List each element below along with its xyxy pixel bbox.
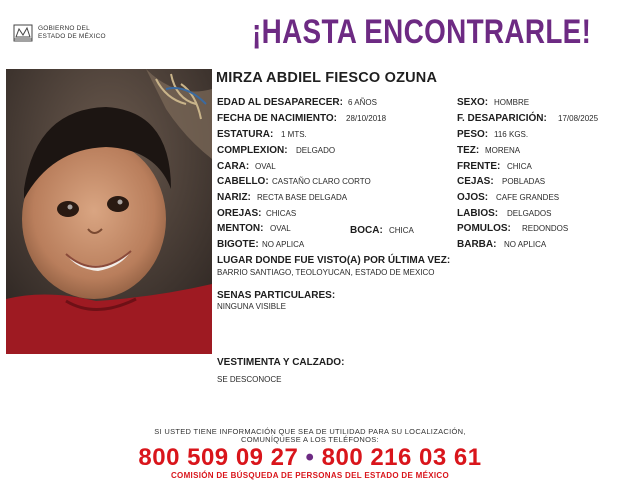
- clothing-label: VESTIMENTA Y CALZADO:: [217, 357, 345, 368]
- phone-number-2[interactable]: 800 216 03 61: [321, 444, 482, 471]
- clothing-value: SE DESCONOCE: [217, 375, 282, 384]
- phone-separator: •: [305, 444, 315, 471]
- field-label-ojos: OJOS:: [457, 192, 489, 203]
- field-value-ojos: CAFE GRANDES: [496, 193, 560, 202]
- field-value-cara: OVAL: [255, 162, 276, 171]
- marks-value: NINGUNA VISIBLE: [217, 302, 286, 311]
- person-name: MIRZA ABDIEL FIESCO OZUNA: [216, 70, 438, 86]
- field-label-pomulos: POMULOS:: [457, 223, 511, 234]
- field-value-tez: MORENA: [485, 146, 521, 155]
- field-value-sexo: HOMBRE: [494, 98, 530, 107]
- field-label-frente: FRENTE:: [457, 161, 501, 172]
- field-value-menton: OVAL: [270, 224, 291, 233]
- field-label-sexo: SEXO:: [457, 97, 489, 108]
- phone-numbers: [0, 444, 620, 472]
- field-label-complexion: COMPLEXION:: [217, 145, 288, 156]
- field-value-nariz: RECTA BASE DELGADA: [257, 193, 348, 202]
- commission-name: COMISIÓN DE BÚSQUEDA DE PERSONAS DEL ESTADO DE MÉXICO: [170, 471, 449, 480]
- missing-person-photo: [6, 69, 212, 354]
- field-label-bigote: BIGOTE:: [217, 239, 259, 250]
- field-label-f-desaparicion: F. DESAPARICIÓN:: [457, 113, 547, 124]
- field-label-tez: TEZ:: [457, 145, 480, 156]
- field-value-f-desaparicion: 17/08/2025: [558, 114, 599, 123]
- field-label-labios: LABIOS:: [457, 208, 499, 219]
- marks-label: SENAS PARTICULARES:: [217, 290, 336, 301]
- field-value-boca: CHICA: [389, 226, 414, 235]
- field-value-pomulos: REDONDOS: [522, 224, 569, 233]
- phone-number-1[interactable]: 800 509 09 27: [138, 444, 299, 471]
- government-logo: [12, 22, 122, 46]
- field-label-orejas: OREJAS:: [217, 208, 262, 219]
- field-label-fecha-nacimiento: FECHA DE NACIMIENTO:: [217, 113, 337, 124]
- field-value-edad: 6 AÑOS: [348, 98, 377, 107]
- state-seal-icon: [12, 22, 34, 44]
- field-label-cabello: CABELLO:: [217, 176, 269, 187]
- footer-note-line1: SI USTED TIENE INFORMACIÓN QUE SEA DE UTILIDAD PARA SU LOCALIZACIÓN,: [154, 427, 466, 436]
- field-value-labios: DELGADOS: [507, 209, 552, 218]
- field-label-nariz: NARIZ:: [217, 192, 251, 203]
- field-label-cara: CARA:: [217, 161, 250, 172]
- last-seen-value: BARRIO SANTIAGO, TEOLOYUCAN, ESTADO DE MEXICO: [217, 268, 435, 277]
- field-value-peso: 116 KGS.: [494, 130, 529, 139]
- field-value-cabello: CASTAÑO CLARO CORTO: [272, 177, 371, 186]
- field-value-estatura: 1 MTS.: [281, 130, 307, 139]
- field-value-complexion: DELGADO: [296, 146, 336, 155]
- field-label-edad: EDAD AL DESAPARECER:: [217, 97, 343, 108]
- field-label-barba: BARBA:: [457, 239, 497, 250]
- field-value-frente: CHICA: [507, 162, 532, 171]
- field-value-fecha-nacimiento: 28/10/2018: [346, 114, 387, 123]
- field-value-bigote: NO APLICA: [262, 240, 305, 249]
- field-label-boca: BOCA:: [350, 225, 383, 236]
- logo-text-line1: GOBIERNO DEL: [38, 25, 90, 32]
- field-value-barba: NO APLICA: [504, 240, 547, 249]
- footer-note-line2: COMUNÍQUESE A LOS TELÉFONOS:: [241, 435, 379, 444]
- field-value-cejas: POBLADAS: [502, 177, 546, 186]
- field-value-orejas: CHICAS: [266, 209, 297, 218]
- last-seen-label: LUGAR DONDE FUE VISTO(A) POR ÚLTIMA VEZ:: [217, 255, 451, 266]
- logo-text-line2: ESTADO DE MÉXICO: [38, 33, 106, 40]
- field-label-peso: PESO:: [457, 129, 489, 140]
- field-label-estatura: ESTATURA:: [217, 129, 274, 140]
- field-label-menton: MENTON:: [217, 223, 264, 234]
- field-label-cejas: CEJAS:: [457, 176, 494, 187]
- headline: ¡HASTA ENCONTRARLE!: [252, 13, 592, 51]
